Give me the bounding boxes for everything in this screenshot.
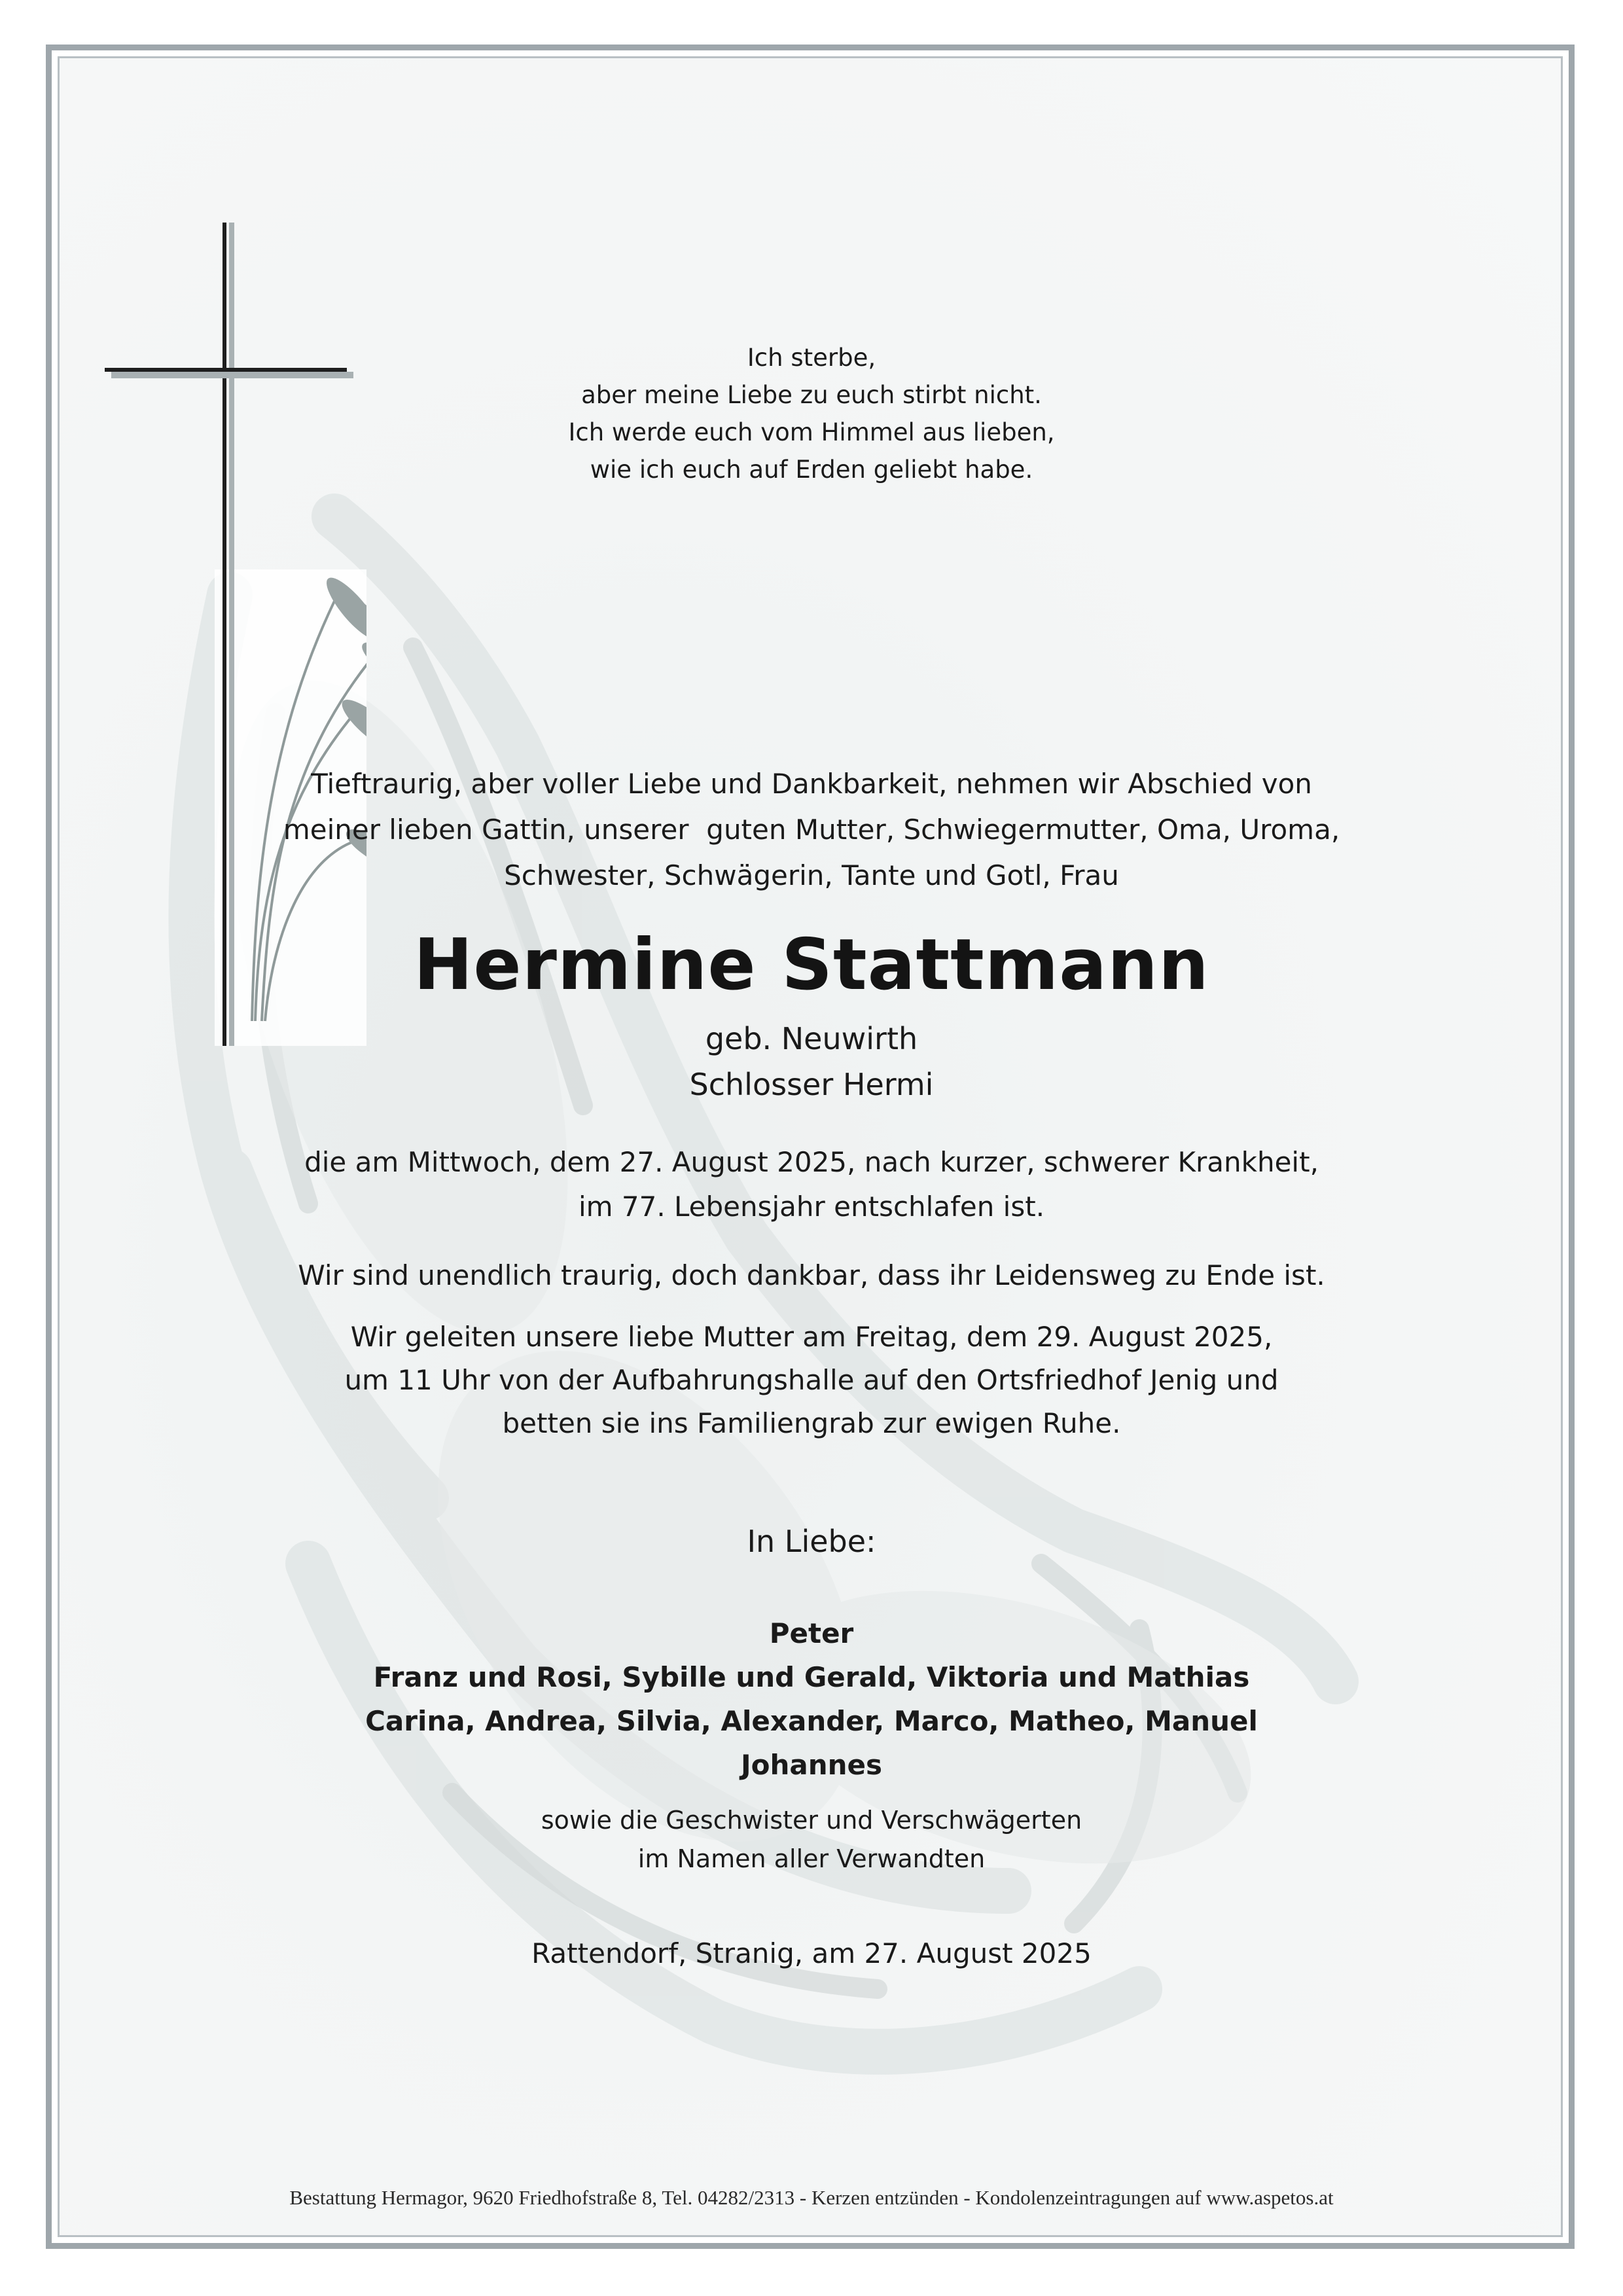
motto-line: Ich werde euch vom Himmel aus lieben, xyxy=(568,418,1055,446)
footer: Bestattung Hermagor, 9620 Friedhofstraße 8, Tel. 04282/2313 - Kerzen entzünden - Kondolenzeintragungen auf www.aspetos.at xyxy=(289,2186,1334,2209)
funeral-line: Wir geleiten unsere liebe Mutter am Freitag, dem 29. August 2025, xyxy=(350,1321,1273,1353)
mourner-line: Carina, Andrea, Silvia, Alexander, Marco, Matheo, Manuel xyxy=(365,1705,1258,1737)
relatives-line: sowie die Geschwister und Verschwägerten xyxy=(541,1806,1082,1835)
birth-name: geb. Neuwirth xyxy=(705,1021,918,1056)
nickname: Schlosser Hermi xyxy=(689,1067,934,1102)
intro xyxy=(0,761,1623,899)
intro-line: Tieftraurig, aber voller Liebe und Dankbarkeit, nehmen wir Abschied von xyxy=(311,768,1312,800)
motto-line: Ich sterbe, xyxy=(747,344,876,372)
sentiment-line: Wir sind unendlich traurig, doch dankbar, dass ihr Leidensweg zu Ende ist. xyxy=(298,1259,1325,1291)
relatives xyxy=(0,1801,1623,1878)
place-date: Rattendorf, Stranig, am 27. August 2025 xyxy=(531,1937,1092,1969)
funeral-line: um 11 Uhr von der Aufbahrungshalle auf den Ortsfriedhof Jenig und xyxy=(344,1364,1279,1396)
intro-line: meiner lieben Gattin, unserer guten Mutter, Schwiegermutter, Oma, Uroma, xyxy=(283,814,1340,846)
death-notice xyxy=(0,1140,1623,1229)
death-notice-line: im 77. Lebensjahr entschlafen ist. xyxy=(578,1191,1045,1223)
mourner-line: Peter xyxy=(769,1617,854,1649)
motto-line: wie ich euch auf Erden geliebt habe. xyxy=(590,456,1033,484)
deceased-name: Hermine Stattmann xyxy=(414,924,1209,1006)
mourner-line: Franz und Rosi, Sybille und Gerald, Viktoria und Mathias xyxy=(373,1661,1250,1693)
mourner-line: Johannes xyxy=(740,1749,882,1781)
funeral-line: betten sie ins Familiengrab zur ewigen Ruhe. xyxy=(502,1407,1121,1439)
sentiment xyxy=(0,1253,1623,1298)
mourners-heading: In Liebe: xyxy=(747,1524,876,1559)
motto xyxy=(0,339,1623,488)
deceased-details xyxy=(0,1016,1623,1107)
death-notice-line: die am Mittwoch, dem 27. August 2025, nach kurzer, schwerer Krankheit, xyxy=(304,1146,1319,1178)
intro-line: Schwester, Schwägerin, Tante und Gotl, Frau xyxy=(504,859,1119,891)
mourners-list xyxy=(0,1611,1623,1787)
funeral-info xyxy=(0,1316,1623,1445)
relatives-line: im Namen aller Verwandten xyxy=(637,1844,986,1873)
motto-line: aber meine Liebe zu euch stirbt nicht. xyxy=(581,381,1042,409)
